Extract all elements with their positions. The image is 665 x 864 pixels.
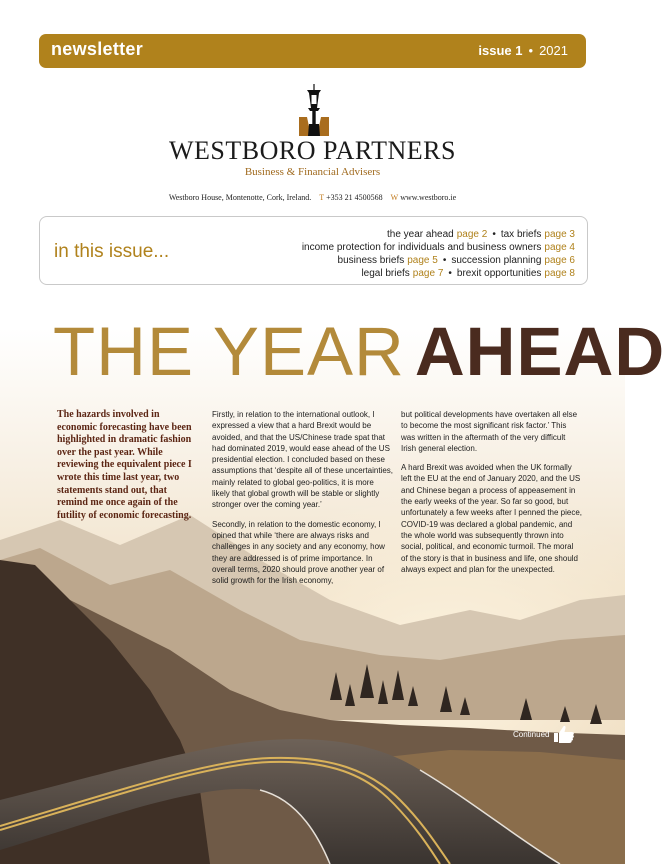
bullet-separator: • — [528, 43, 534, 58]
issue-word: issue 1 — [478, 43, 523, 58]
contents-page[interactable]: page 4 — [544, 242, 575, 253]
contents-page[interactable]: page 7 — [412, 268, 444, 279]
issue-year: 2021 — [539, 43, 568, 58]
contents-list — [302, 228, 575, 280]
contents-title[interactable]: income protection for individuals and business owners — [301, 242, 542, 253]
headline-light: THE YEAR — [53, 313, 405, 390]
contents-title[interactable]: brexit opportunities — [456, 268, 542, 279]
bullet-separator: • — [492, 229, 496, 240]
contact-line — [0, 193, 625, 202]
contents-title[interactable]: the year ahead — [387, 229, 454, 240]
contents-page[interactable]: page 2 — [456, 229, 488, 240]
contents-page[interactable]: page 8 — [544, 268, 575, 279]
contents-page[interactable]: page 6 — [544, 255, 575, 266]
bullet-separator: • — [448, 268, 452, 279]
body-paragraph: A hard Brexit was avoided when the UK formally left the EU at the end of January 2020, and the US and Chinese began a process of appeasement in the early weeks of the year. So far so good, but unfortunately a few weeks after I penned the piece, COVID-19 was declared a global pandemic, and the whole world was subsequently thrown into social, political, and economic turmoil. The moral of the story is that in business and life, one should always expect and plan for the unexpected. — [401, 463, 583, 574]
lead-paragraph: The hazards involved in economic forecasting have been highlighted in dramatic fashion over the past year. While reviewing the equivalent piece I wrote this time last year, two statements stand out, that remind me once again of the futility of economic forecasting. — [57, 409, 192, 521]
issue-number — [478, 43, 568, 58]
contents-title[interactable]: tax briefs — [500, 229, 542, 240]
phone-number[interactable]: +353 21 4500568 — [326, 193, 383, 202]
continued-link[interactable] — [513, 725, 575, 743]
body-column-3 — [401, 409, 582, 583]
contents-line — [302, 241, 575, 254]
in-this-issue-heading: in this issue... — [54, 241, 170, 262]
website-link[interactable]: www.westboro.ie — [400, 193, 457, 202]
in-this-issue-box — [39, 216, 588, 285]
contents-line — [302, 254, 575, 267]
newsletter-banner — [39, 34, 586, 68]
web-key: W — [390, 193, 399, 202]
body-column-2 — [212, 409, 393, 594]
contents-line — [302, 228, 575, 241]
brand-subtitle: Business & Financial Advisers — [244, 166, 381, 178]
phone-key: T — [319, 193, 325, 202]
headline-bold: AHEAD — [414, 313, 665, 390]
contents-title[interactable]: legal briefs — [361, 268, 410, 279]
contents-title[interactable]: succession planning — [451, 255, 542, 266]
contents-page[interactable]: page 3 — [544, 229, 575, 240]
body-paragraph: but political developments have overtaken all else to become the most significant risk factor.’ This was written in the aftermath of the very difficult Irish general election. — [401, 410, 578, 453]
address: Westboro House, Montenotte, Cork, Ireland. — [168, 193, 312, 202]
banner-label: newsletter — [51, 39, 144, 59]
contents-line — [302, 267, 575, 280]
thumbs-up-icon — [553, 725, 575, 743]
body-paragraph: Firstly, in relation to the international outlook, I expressed a view that a hard Brexit would be avoided, and that the US/Chinese trade spat that had dominated 2019, would ease ahead of the US presidential election. I concluded based on these assumptions that ‘despite all of these uncertainties, mainly related to global geo-politics, it is more likely that global growth will be stable or slightly stronger over the coming year.’ — [212, 410, 393, 510]
bullet-separator: • — [442, 255, 447, 266]
lamp-post-logo-icon — [299, 84, 329, 136]
contents-page[interactable]: page 5 — [407, 255, 438, 266]
continued-label: Continued — [513, 729, 550, 739]
brand-name: WESTBORO PARTNERS — [169, 136, 456, 165]
article-headline — [53, 312, 665, 392]
contents-title[interactable]: business briefs — [337, 255, 405, 266]
body-paragraph: Secondly, in relation to the domestic economy, I opined that while ‘there are always risks and challenges in any society and any economy, how they are addressed is of prime importance. In overall terms, 2020 should prove another year of solid growth for the Irish economy, — [212, 519, 385, 586]
